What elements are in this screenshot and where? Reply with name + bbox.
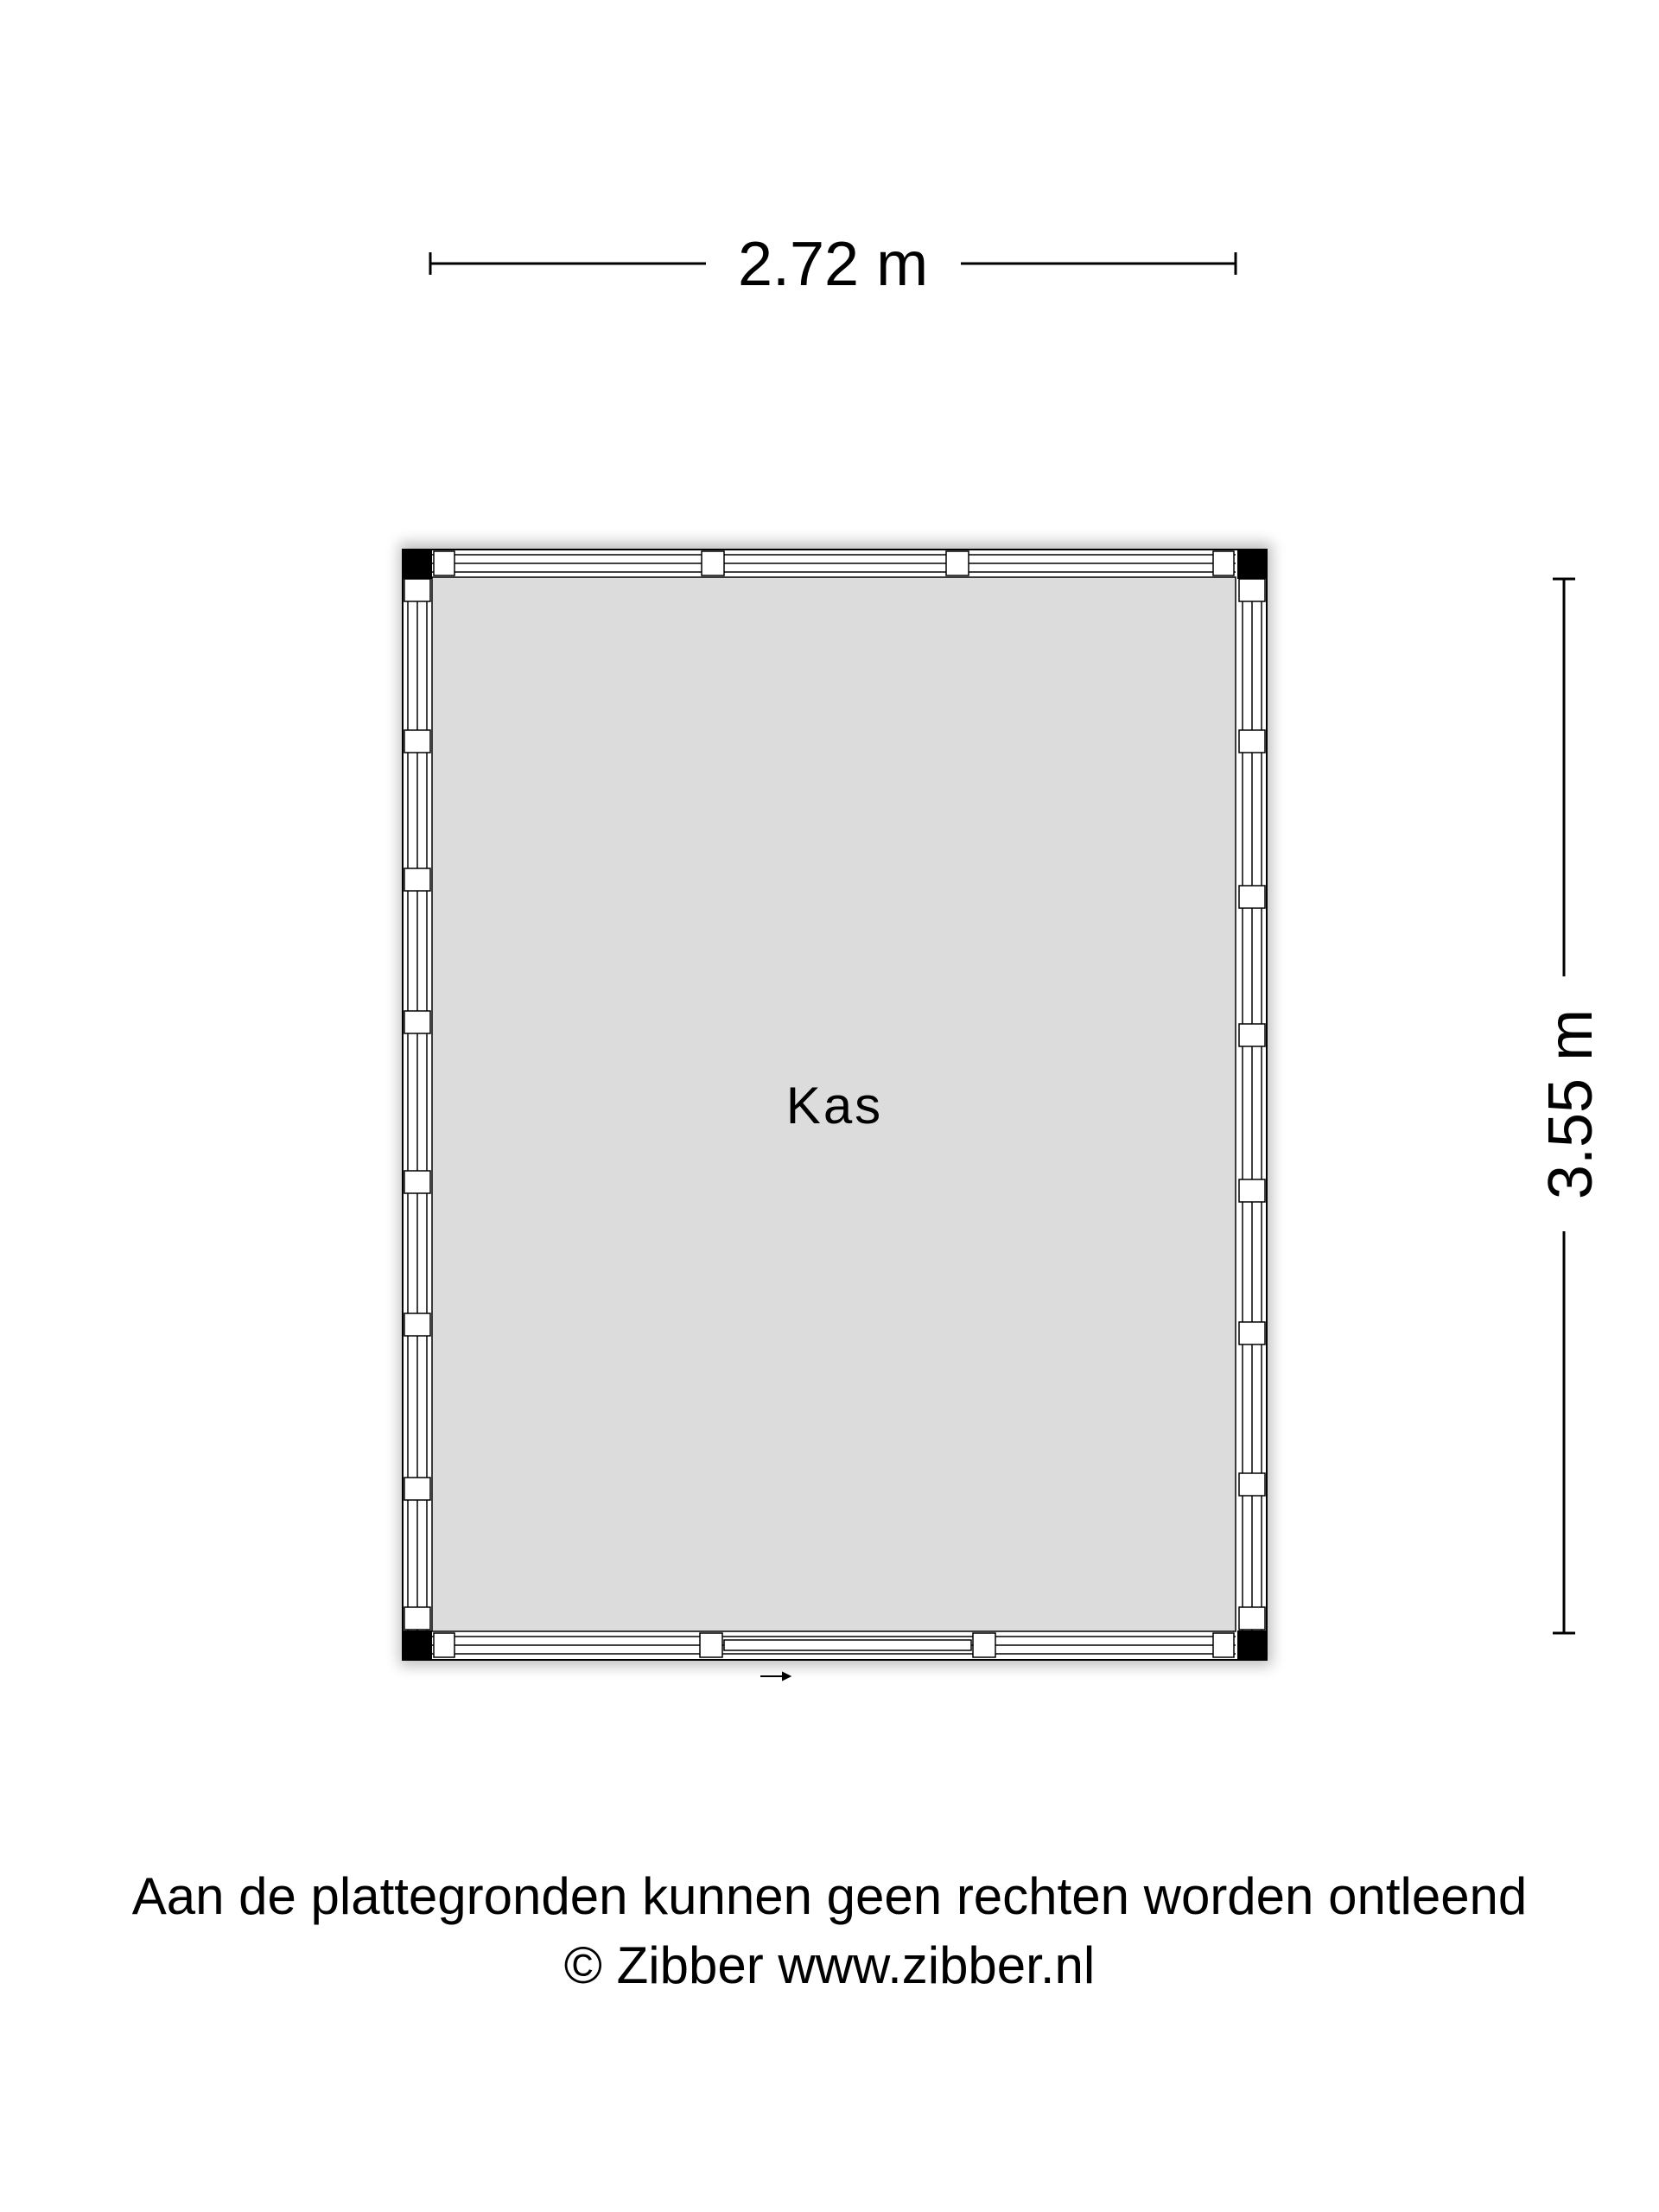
bottom-wall <box>432 1633 1236 1657</box>
corner-post-bottom-left <box>403 1630 432 1660</box>
room-label: Kas <box>785 1077 884 1135</box>
right-wall <box>1239 577 1265 1631</box>
copyright-text: © Zibber www.zibber.nl <box>563 1936 1096 1994</box>
height-dimension <box>1536 579 1605 1633</box>
corner-post-bottom-right <box>1237 1630 1267 1660</box>
disclaimer-text: Aan de plattegronden kunnen geen rechten worden ontleend <box>131 1867 1528 1925</box>
top-wall <box>432 551 1236 575</box>
width-dimension <box>430 230 1236 299</box>
width-label: 2.72 m <box>737 230 929 299</box>
left-wall <box>404 577 430 1631</box>
corner-post-top-left <box>403 550 432 579</box>
door-arrow <box>760 1673 790 1680</box>
corner-post-top-right <box>1237 550 1267 579</box>
height-label: 3.55 m <box>1536 1008 1605 1200</box>
